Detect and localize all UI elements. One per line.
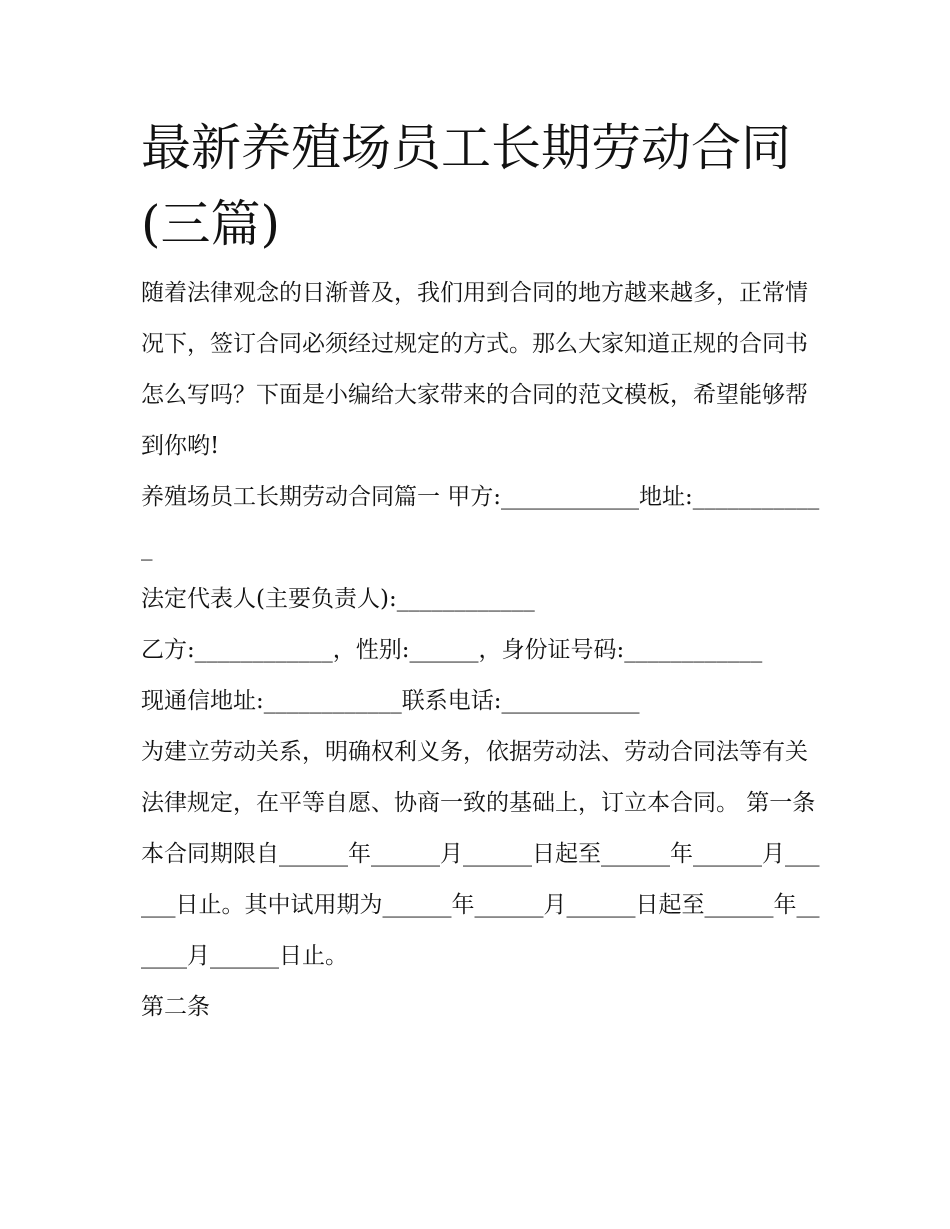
address-phone-line: 现通信地址:____________联系电话:____________	[141, 688, 640, 714]
term-paragraph: 本合同期限自______年______月______日起至______年______月______日止。其中试用期为______年______月______日起至______年______月______日止。	[141, 841, 820, 969]
title-line-1: 最新养殖场员工长期劳动合同	[141, 119, 791, 177]
party-a-line: 养殖场员工长期劳动合同篇一 甲方:____________地址:____________	[141, 484, 820, 561]
document-title	[141, 110, 821, 262]
document-page	[141, 110, 821, 1033]
purpose-paragraph: 为建立劳动关系，明确权利义务，依据劳动法、劳动合同法等有关法律规定，在平等自愿、协商一致的基础上，订立本合同。 第一条	[141, 739, 816, 816]
article-two-heading: 第二条	[141, 994, 210, 1020]
legal-representative-line: 法定代表人(主要负责人):____________	[141, 586, 535, 612]
title-line-2: (三篇)	[141, 195, 281, 253]
intro-paragraph: 随着法律观念的日渐普及，我们用到合同的地方越来越多，正常情况下，签订合同必须经过规定的方式。那么大家知道正规的合同书怎么写吗？下面是小编给大家带来的合同的范文模板，希望能够帮到你哟!	[141, 280, 808, 459]
party-b-line: 乙方:____________，性别:______，身份证号码:____________	[141, 637, 763, 663]
